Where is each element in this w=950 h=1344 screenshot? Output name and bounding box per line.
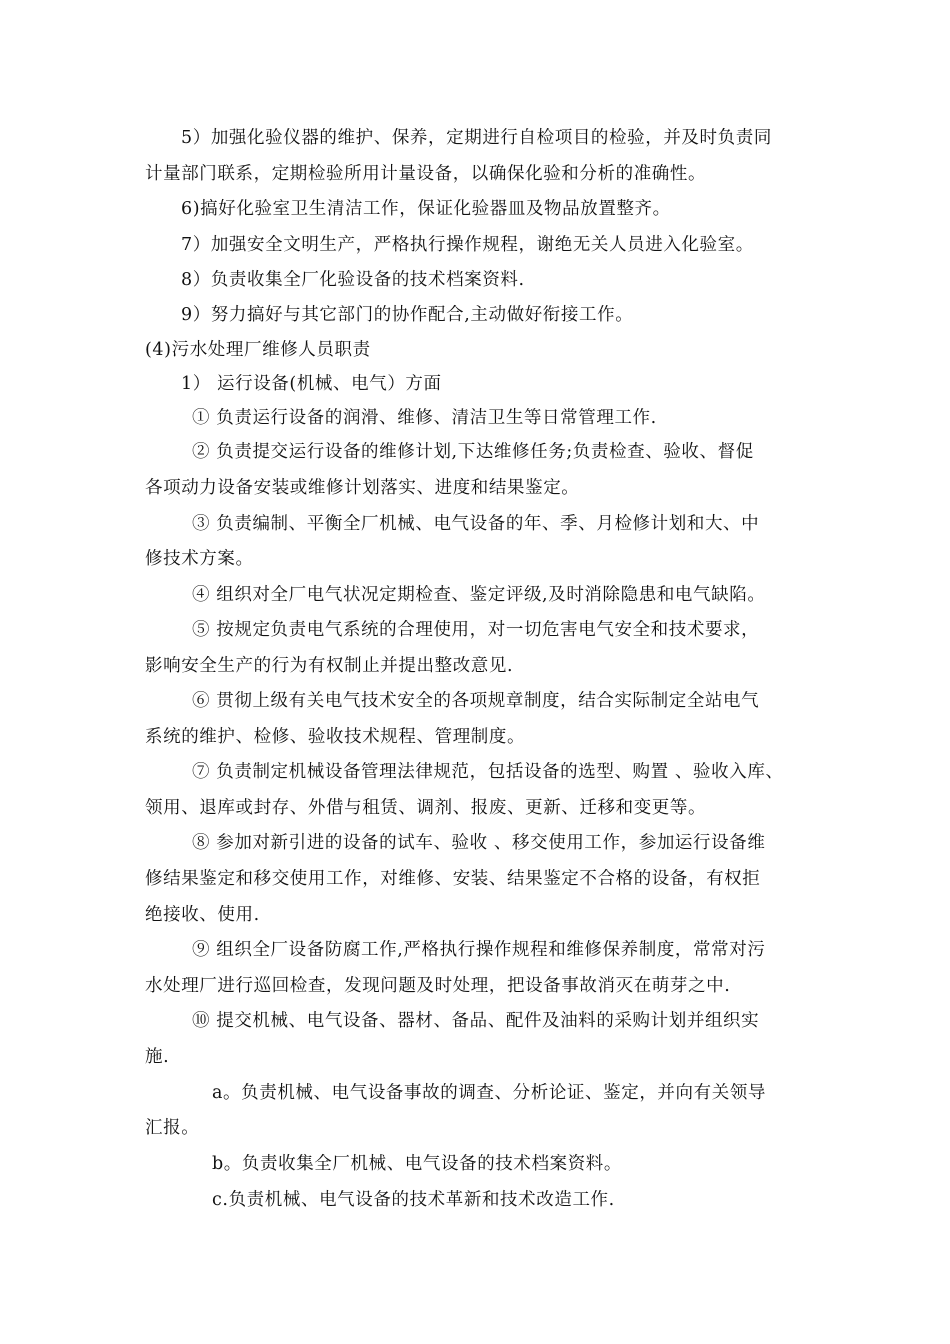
text-line: ⑩ 提交机械、电气设备、器材、备品、配件及油料的采购计划并组织实 bbox=[192, 1011, 760, 1031]
text-line: ⑥ 贯彻上级有关电气技术安全的各项规章制度，结合实际制定全站电气 bbox=[192, 691, 760, 711]
text-line: 6)搞好化验室卫生清洁工作，保证化验器皿及物品放置整齐。 bbox=[181, 199, 671, 219]
text-line: 修技术方案。 bbox=[145, 549, 254, 569]
text-line: ⑨ 组织全厂设备防腐工作,严格执行操作规程和维修保养制度，常常对污 bbox=[192, 940, 766, 960]
text-line: 9）努力搞好与其它部门的协作配合,主动做好衔接工作。 bbox=[181, 305, 634, 325]
text-line: b。负责收集全厂机械、电气设备的技术档案资料。 bbox=[212, 1154, 623, 1174]
text-line: ⑤ 按规定负责电气系统的合理使用，对一切危害电气安全和技术要求， bbox=[192, 620, 760, 640]
text-line: 影响安全生产的行为有权制止并提出整改意见. bbox=[145, 656, 514, 676]
text-line: 绝接收、使用. bbox=[145, 905, 260, 925]
text-line: 7）加强安全文明生产，严格执行操作规程，谢绝无关人员进入化验室。 bbox=[181, 235, 754, 255]
text-line: 系统的维护、检修、验收技术规程、管理制度。 bbox=[145, 727, 526, 747]
text-line: ④ 组织对全厂电气状况定期检查、鉴定评级,及时消除隐患和电气缺陷。 bbox=[192, 585, 766, 605]
text-line: 8）负责收集全厂化验设备的技术档案资料. bbox=[181, 270, 525, 290]
text-line: ⑦ 负责制定机械设备管理法律规范，包括设备的选型、购置 、验收入库、 bbox=[192, 762, 784, 782]
text-line: ② 负责提交运行设备的维修计划,下达维修任务;负责检查、验收、督促 bbox=[192, 442, 754, 462]
text-line: 领用、退库或封存、外借与租赁、调剂、报废、更新、迁移和变更等。 bbox=[145, 798, 707, 818]
text-line: a。负责机械、电气设备事故的调查、分析论证、鉴定，并向有关领导 bbox=[212, 1083, 767, 1103]
text-line: ③ 负责编制、平衡全厂机械、电气设备的年、季、月检修计划和大、中 bbox=[192, 514, 760, 534]
section-heading: (4)污水处理厂维修人员职责 bbox=[145, 340, 371, 360]
text-line: 各项动力设备安装或维修计划落实、进度和结果鉴定。 bbox=[145, 478, 580, 498]
text-line: c.负责机械、电气设备的技术革新和技术改造工作. bbox=[212, 1190, 615, 1210]
text-line: 水处理厂进行巡回检查，发现问题及时处理，把设备事故消灭在萌芽之中. bbox=[145, 976, 731, 996]
subsection-heading: 1） 运行设备(机械、电气）方面 bbox=[181, 374, 442, 394]
text-line: ① 负责运行设备的润滑、维修、清洁卫生等日常管理工作. bbox=[192, 408, 657, 428]
text-line: 修结果鉴定和移交使用工作，对维修、安装、结果鉴定不合格的设备，有权拒 bbox=[145, 869, 761, 889]
text-line: 5）加强化验仪器的维护、保养，定期进行自检项目的检验，并及时负责同 bbox=[181, 128, 772, 148]
text-line: ⑧ 参加对新引进的设备的试车、验收 、移交使用工作，参加运行设备维 bbox=[192, 833, 766, 853]
text-line: 汇报。 bbox=[145, 1118, 200, 1138]
text-line: 计量部门联系，定期检验所用计量设备，以确保化验和分析的准确性。 bbox=[145, 164, 707, 184]
text-line: 施. bbox=[145, 1047, 170, 1067]
